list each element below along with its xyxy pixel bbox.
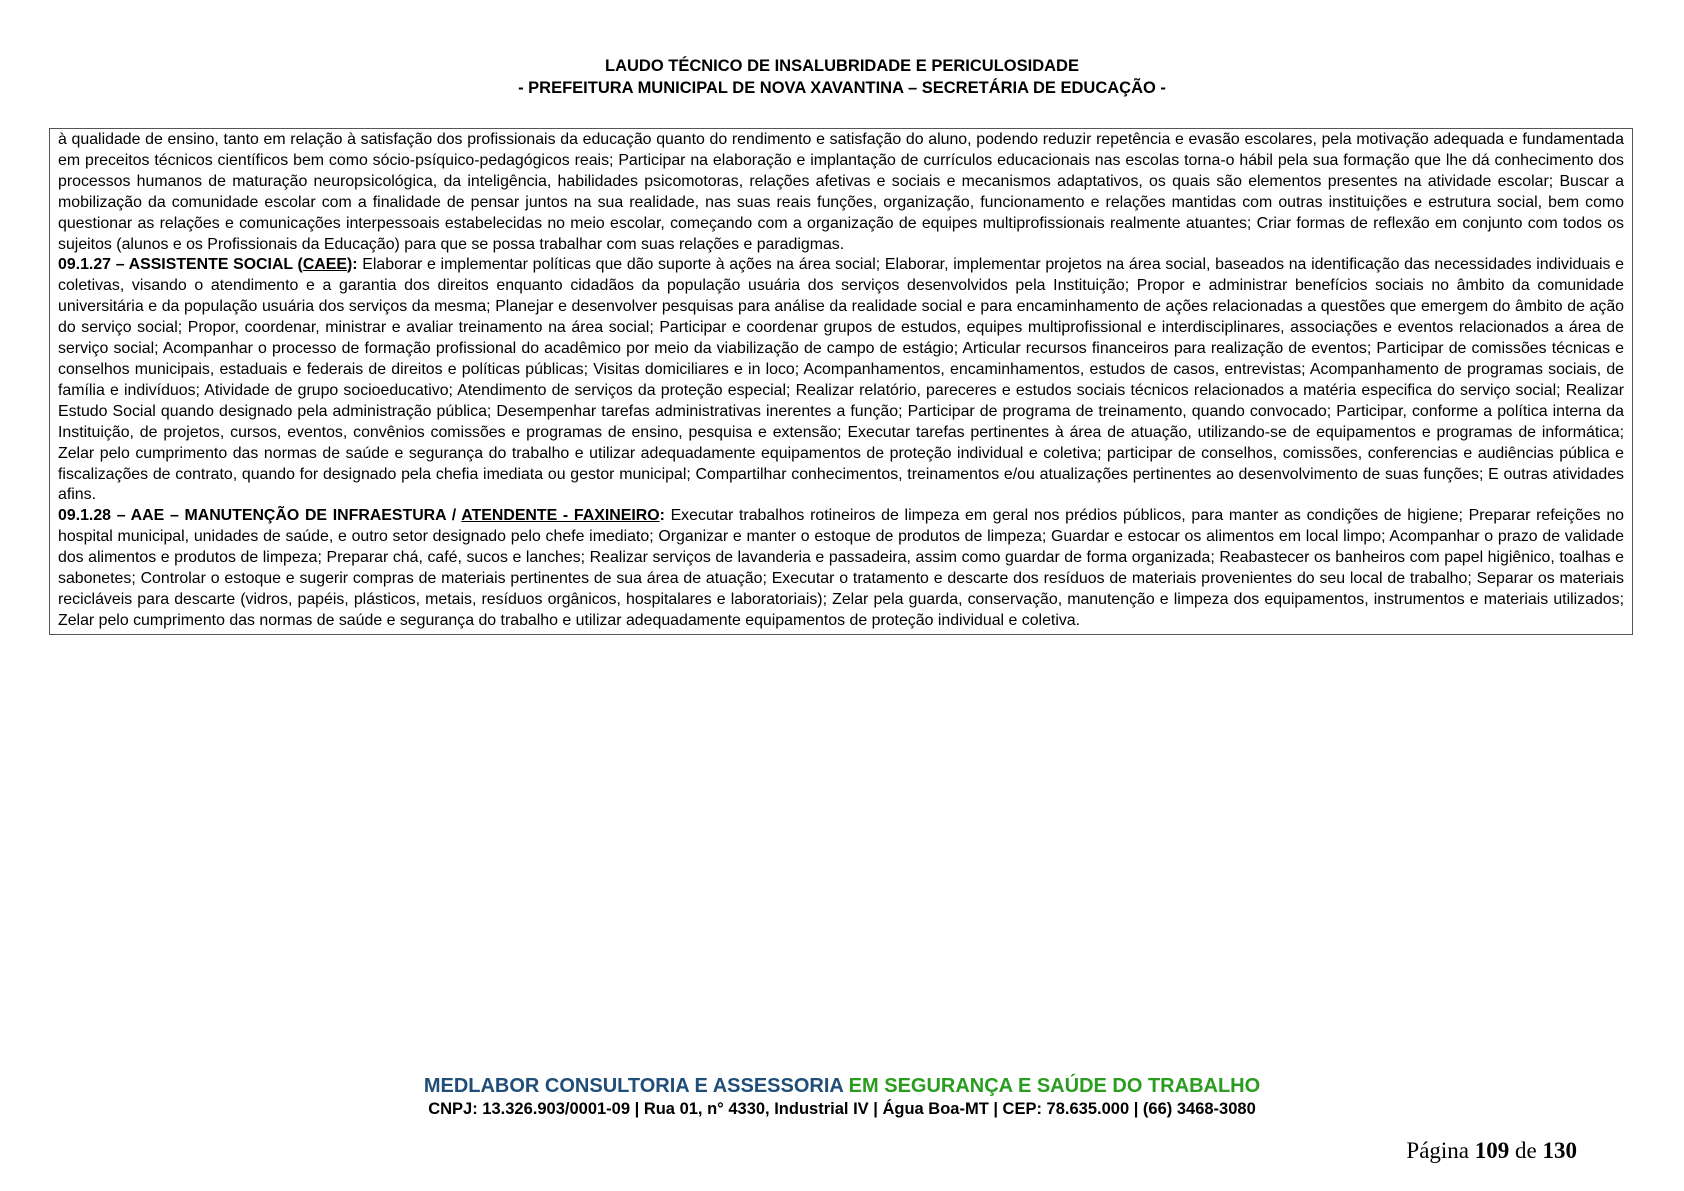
item-title: 09.1.28 – AAE – MANUTENÇÃO DE INFRAESTURA / ATENDENTE - FAXINEIRO: <box>58 507 665 525</box>
item-title: 09.1.27 – ASSISTENTE SOCIAL (CAEE): <box>58 256 358 274</box>
item-title-underlined: CAEE <box>302 256 347 274</box>
total-pages: 130 <box>1542 1138 1577 1163</box>
item-text: Executar trabalhos rotineiros de limpeza em geral nos prédios públicos, para manter as condições de higiene; Preparar refeições no hospital municipal, unidades de saúde, e outro setor designado pelo chefe imediato; Organizar e manter o estoque de produtos de limpeza; Guardar e estocar os alimentos em local limpo; Acompanhar o prazo de validade dos alimentos e produtos de limpeza; Preparar chá, café, sucos e lanches; Realizar serviços de lavanderia e passadeira, assim como guardar de forma organizada; Reabastecer os banheiros com papel higiênico, toalhas e sabonetes; Controlar o estoque e sugerir compras de materiais pertinentes de sua área de atuação; Executar o tratamento e descarte dos resíduos de materiais provenientes do seu local de trabalho; Separar os materiais recicláveis para descarte (vidros, papéis, plásticos, metais, resíduos orgânicos, hospitalares e laboratoriais); Zelar pela guarda, conservação, manutenção e limpeza dos equipamentos, instrumentos e materiais utilizados; Zelar pelo cumprimento das normas de saúde e segurança do trabalho e utilizar adequadamente equipamentos de proteção individual e coletiva. <box>58 507 1625 629</box>
continuation-paragraph: à qualidade de ensino, tanto em relação à satisfação dos profissionais da educação quanto do rendimento e satisfação do aluno, podendo reduzir repetência e evasão escolares, pela motivação adequada e fundamentada em preceitos técnicos científicos bem como sócio-psíquico-pedagógicos reais; Participar na elaboração e implantação de currículos educacionais nas escolas torna-o hábil pela sua formação que lhe dá conhecimento dos processos humanos de maturação neuropsicológica, da inteligência, habilidades psicomotoras, relações afetivas e sociais e mecanismos adaptativos, os quais são elementos presentes na atividade escolar; Buscar a mobilização da comunidade escolar com a finalidade de pensar juntos na sua realidade, nas suas reais funções, organização, funcionamento e relações mantidas com outras instituições e estrutura social, bem como questionar as relações e comunicações interpessoais estabelecidas no meio escolar, começando com a organização de equipes multiprofissionais realmente atuantes; Criar formas de reflexão em conjunto com todos os sujeitos (alunos e os Profissionais da Educação) para que se possa trabalhar com suas relações e paradigmas. <box>58 131 1624 253</box>
company-name-part1: MEDLABOR CONSULTORIA E ASSESSORIA <box>423 1075 844 1097</box>
document-subtitle: - PREFEITURA MUNICIPAL DE NOVA XAVANTINA – SECRETÁRIA DE EDUCAÇÃO - <box>518 79 1166 97</box>
company-address: CNPJ: 13.326.903/0001-09 | Rua 01, n° 4330, Industrial IV | Água Boa-MT | CEP: 78.635.000 | (66) 3468-3080 <box>428 1100 1256 1118</box>
company-name <box>0 1074 1684 1098</box>
page-number: Página 109 de 130 <box>1406 1138 1577 1163</box>
current-page: 109 <box>1474 1138 1510 1163</box>
document-title: LAUDO TÉCNICO DE INSALUBRIDADE E PERICULOSIDADE <box>605 57 1079 75</box>
item-text: Elaborar e implementar políticas que dão suporte à ações na área social; Elaborar, implementar projetos na área social, baseados na identificação das necessidades individuais e coletivas, visando o atendimento e a garantia dos direitos enquanto cidadãos da população usuária dos serviços desenvolvidos pela Instituição; Propor e administrar benefícios sociais no âmbito da comunidade universitária e da população usuária dos serviços da mesma; Planejar e desenvolver pesquisas para análise da realidade social e para encaminhamento de ações relacionadas a questões que emergem do âmbito de ação do serviço social; Propor, coordenar, ministrar e avaliar treinamento na área social; Participar e coordenar grupos de estudos, equipes multiprofissional e interdisciplinares, associações e eventos relacionados a área de serviço social; Acompanhar o processo de formação profissional do acadêmico por meio da viabilização de campo de estágio; Articular recursos financeiros para realização de eventos; Participar de comissões técnicas e conselhos municipais, estaduais e federais de direitos e políticas públicas; Visitas domiciliares e in loco; Acompanhamentos, encaminhamentos, estudos de casos, entrevistas; Acompanhamento de programas sociais, de família e indivíduos; Atividade de grupo socioeducativo; Atendimento de serviços da proteção especial; Realizar relatório, pareceres e estudos sociais técnicos relacionados a matéria especifica do serviço social; Realizar Estudo Social quando designado pela administração pública; Desempenhar tarefas administrativas inerentes a função; Participar de programa de treinamento, quando convocado; Participar, conforme a política interna da Instituição, de projetos, cursos, eventos, convênios comissões e programas de ensino, pesquisa e extensão; Executar tarefas pertinentes à área de atuação, utilizando-se de equipamentos e programas de informática; Zelar pelo cumprimento das normas de saúde e segurança do trabalho e utilizar adequadamente equipamentos de proteção individual e coletiva; participar de conselhos, comissões, conferencias e audiências pública e fiscalizações de contrato, quando for designado pela chefia imediata ou gestor municipal; Compartilhar conhecimentos, treinamentos e/ou atualizações pertinentes ao desenvolvimento de suas funções; E outras atividades afins. <box>58 256 1624 504</box>
item-09-1-27 <box>58 255 1624 506</box>
company-name-part2: EM SEGURANÇA E SAÚDE DO TRABALHO <box>848 1075 1261 1097</box>
item-title-underlined: ATENDENTE - FAXINEIRO <box>461 507 660 525</box>
content-box <box>49 128 1633 635</box>
document-header <box>0 55 1684 99</box>
page-footer <box>0 1074 1684 1120</box>
item-09-1-28 <box>58 506 1624 631</box>
